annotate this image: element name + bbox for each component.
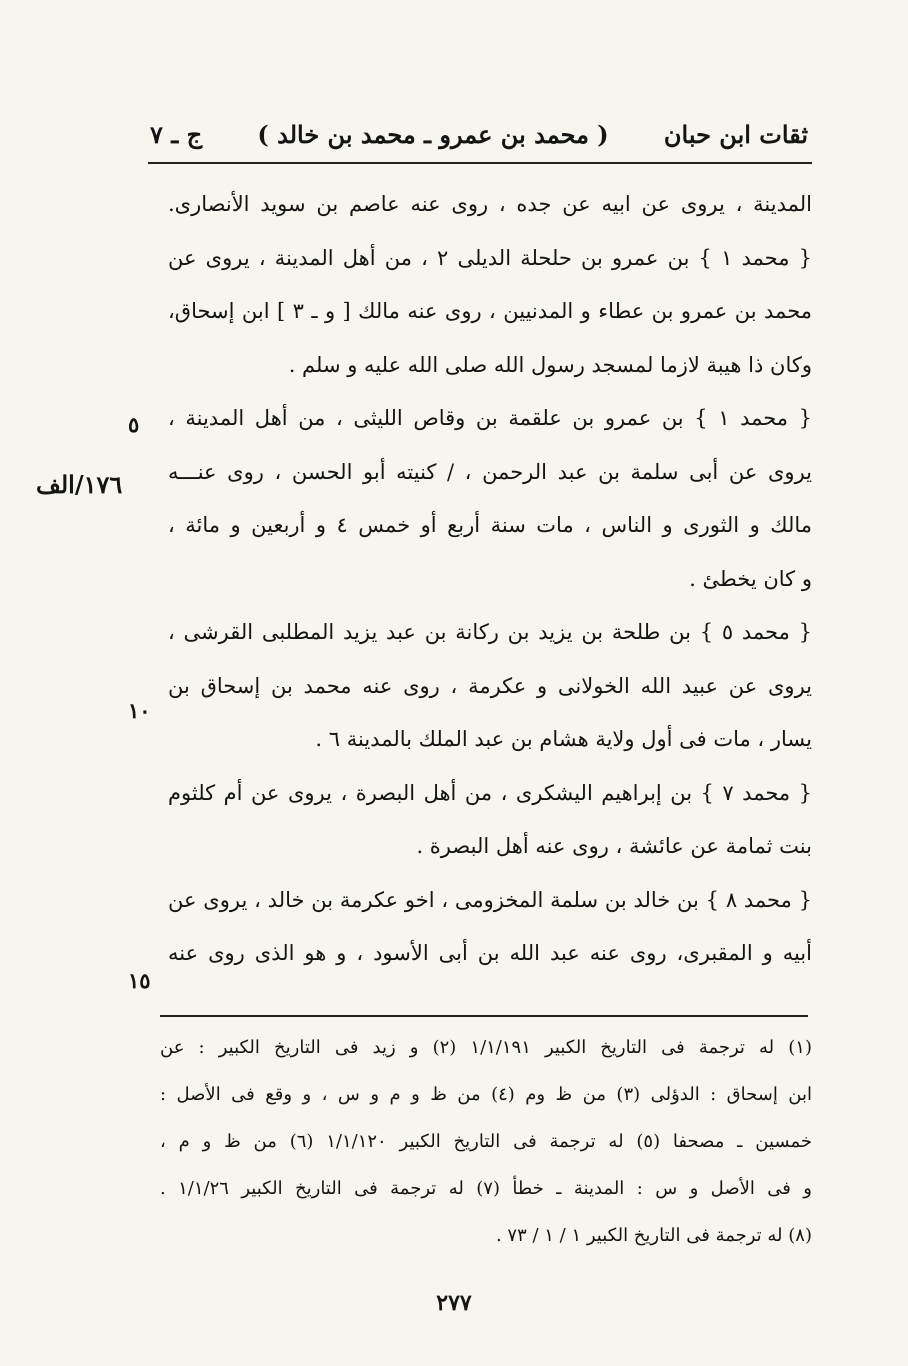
text-line: { محمد ٧ } بن إبراهيم اليشكرى ، من أهل البصرة ، يروى عن أم كلثوم bbox=[168, 780, 812, 805]
text-line: محمد بن عمرو بن عطاء و المدنيين ، روى عنه مالك [ و ـ ٣ ] ابن إسحاق، bbox=[168, 299, 812, 323]
text-line: و كان يخطئ . bbox=[689, 566, 812, 591]
line-number-marker: ١٥ bbox=[128, 968, 151, 993]
folio-marker: ١٧٦/الف bbox=[36, 470, 123, 499]
header-rule bbox=[148, 162, 812, 164]
footnote-line: (١) له ترجمة فى التاريخ الكبير ١/١/١٩١ (٢) و زيد فى التاريخ الكبير : عن bbox=[160, 1037, 812, 1058]
text-line: بنت ثمامة عن عائشة ، روى عنه أهل البصرة . bbox=[416, 834, 812, 858]
text-line: { محمد ٨ } بن خالد بن سلمة المخزومى ، اخو عكرمة بن خالد ، يروى عن bbox=[168, 887, 812, 912]
text-line: المدينة ، يروى عن ابيه عن جده ، روى عنه عاصم بن سويد الأنصارى. bbox=[168, 192, 812, 216]
running-header bbox=[150, 112, 808, 156]
footnote-line: (٨) له ترجمة فى التاريخ الكبير ١ / ١ / ٧٣ . bbox=[495, 1225, 812, 1246]
text-line: يروى عن أبى سلمة بن عبد الرحمن ، / كنيته أبو الحسن ، روى عنـــه bbox=[168, 459, 812, 484]
text-line: { محمد ٥ } بن طلحة بن يزيد بن ركانة بن عبد يزيد المطلبى القرشى ، bbox=[168, 620, 812, 644]
page-number: ٢٧٧ bbox=[436, 1290, 472, 1316]
footnote-line: و فى الأصل و س : المدينة ـ خطأ (٧) له ترجمة فى التاريخ الكبير ١/١/٢٦ . bbox=[160, 1178, 812, 1199]
footnote-rule bbox=[160, 1015, 808, 1017]
line-number-marker: ٥ bbox=[128, 412, 140, 437]
volume-label: ج ـ ٧ bbox=[150, 119, 203, 149]
main-text bbox=[168, 178, 812, 981]
section-range: ( محمد بن عمرو ـ محمد بن خالد ) bbox=[257, 119, 609, 149]
text-line: مالك و الثورى و الناس ، مات سنة أربع أو خمس ٤ و أربعين و مائة ، bbox=[168, 513, 812, 537]
book-title: ثقات ابن حبان bbox=[663, 119, 808, 149]
text-line: وكان ذا هيبة لازما لمسجد رسول الله صلى الله عليه و سلم . bbox=[288, 352, 812, 377]
footnotes bbox=[160, 1024, 812, 1259]
footnote-line: خمسين ـ مصحفا (٥) له ترجمة فى التاريخ الكبير ١/١/١٢٠ (٦) من ظ و م ، bbox=[160, 1131, 812, 1152]
text-line: أبيه و المقبرى، روى عنه عبد الله بن أبى الأسود ، و هو الذى روى عنه bbox=[168, 941, 812, 965]
line-number-marker: ١٠ bbox=[128, 698, 151, 723]
text-line: { محمد ١ } بن عمرو بن علقمة بن وقاص الليثى ، من أهل المدينة ، bbox=[168, 406, 812, 430]
text-line: يروى عن عبيد الله الخولانى و عكرمة ، روى عنه محمد بن إسحاق بن bbox=[168, 673, 812, 698]
text-line: { محمد ١ } بن عمرو بن حلحلة الديلى ٢ ، من أهل المدينة ، يروى عن bbox=[168, 245, 812, 270]
footnote-line: ابن إسحاق : الدؤلى (٣) من ظ وم (٤) من ظ و م و س ، و وقع فى الأصل : bbox=[160, 1084, 812, 1105]
text-line: يسار ، مات فى أول ولاية هشام بن عبد الملك بالمدينة ٦ . bbox=[315, 727, 812, 751]
